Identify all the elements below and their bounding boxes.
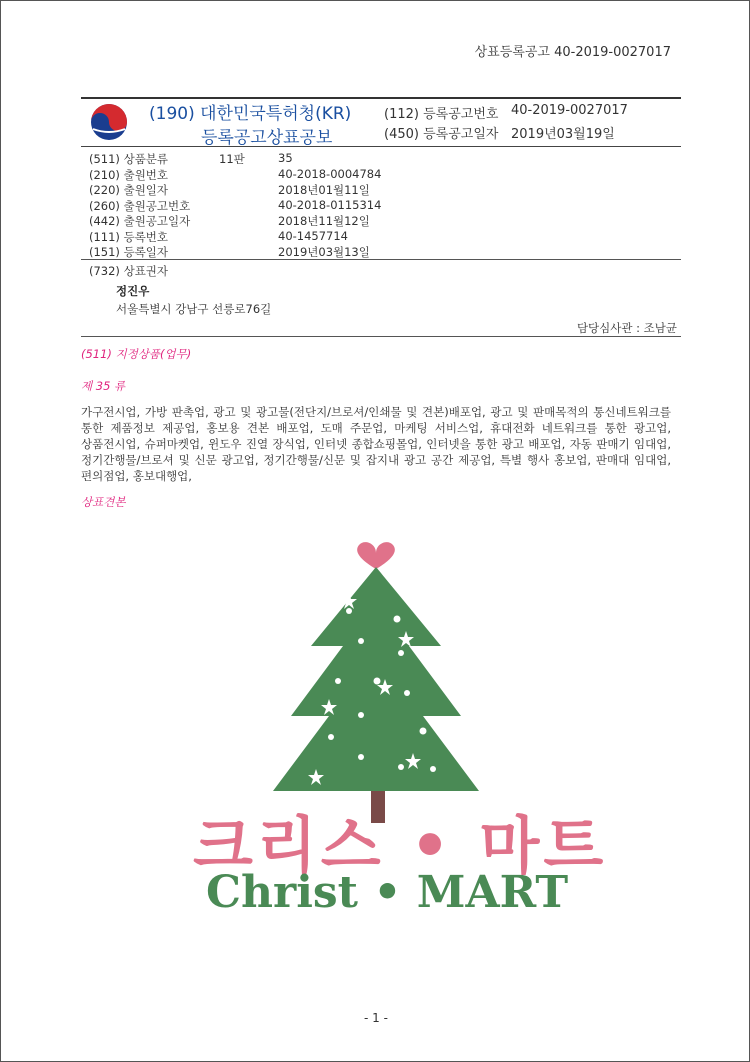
- registration-publication-number: 40-2019-0027017: [511, 103, 628, 118]
- owner-header: (732) 상표권자: [89, 264, 169, 278]
- owner-bottom-rule: [81, 336, 681, 337]
- gazette-title: 등록공고상표공보: [201, 128, 333, 148]
- biblio-value: 2018년11월12일: [278, 214, 370, 228]
- biblio-value: 40-2018-0004784: [278, 166, 382, 181]
- mark-korean-text: 크리스 • 마트: [193, 809, 608, 882]
- biblio-value: 2018년01월11일: [278, 183, 370, 197]
- biblio-label: (220) 출원일자: [89, 183, 169, 197]
- header-bottom-rule: [81, 146, 681, 147]
- biblio-extra: 11판: [219, 152, 245, 166]
- biblio-row: [81, 151, 681, 167]
- biblio-label: (151) 등록일자: [89, 245, 169, 259]
- trademark-sample-header: 상표견본: [81, 495, 126, 509]
- taegeuk-emblem-icon: [89, 102, 129, 142]
- class-label: 제 35 류: [81, 379, 126, 393]
- document-number: 상표등록공고 40-2019-0027017: [474, 45, 671, 60]
- biblio-row: [81, 244, 681, 260]
- bibliographic-table: [81, 151, 681, 260]
- registration-publication-number-label: (112) 등록공고번호: [384, 107, 499, 122]
- biblio-label: (111) 등록번호: [89, 229, 169, 244]
- page-number: - 1 -: [364, 1011, 388, 1025]
- biblio-row: [81, 229, 681, 245]
- biblio-row: [81, 198, 681, 214]
- biblio-value: 40-1457714: [278, 228, 348, 243]
- biblio-row: [81, 213, 681, 229]
- biblio-label: (210) 출원번호: [89, 167, 169, 182]
- registration-publication-date-label: (450) 등록공고일자: [384, 127, 499, 142]
- biblio-value: 2019년03월13일: [278, 245, 370, 259]
- biblio-label: (511) 상품분류: [89, 152, 169, 166]
- owner-name: 정진우: [116, 284, 150, 298]
- registration-publication-date: 2019년03월19일: [511, 127, 615, 142]
- mark-english-text: Christ • MART: [206, 867, 569, 918]
- biblio-label: (260) 출원공고번호: [89, 198, 191, 213]
- biblio-bottom-rule: [81, 259, 681, 260]
- issuing-office: (190) 대한민국특허청(KR): [149, 104, 352, 124]
- examiner: 담당심사관 : 조남균: [576, 321, 677, 335]
- biblio-value: 40-2018-0115314: [278, 197, 382, 212]
- biblio-row: [81, 182, 681, 198]
- designated-goods-header: (511) 지정상품(업무): [81, 347, 192, 361]
- biblio-row: [81, 167, 681, 183]
- designated-services-text: 가구전시업, 가방 판촉업, 광고 및 광고물(전단지/브로셔/인쇄물 및 견본)배포업, 광고 및 판매목적의 통신네트워크를 통한 제품정보 제공업, 홍보용 견본 배포업, 도매 주문업, 마케팅 서비스업, 휴대전화 네트워크를 통한 광고업, 상품전시업, 슈퍼마켓업, 윈도우 진열 장식업, 인터넷 종합쇼핑몰업, 인터넷을 통한 광고 배포업, 자동 판매기 임대업, 정기간행물/브로셔 및 신문 광고업, 정기간행물/신문 및 잡지내 광고 공간 제공업, 특별 행사 홍보업, 판매대 임대업, 편의점업, 홍보대행업,: [81, 405, 671, 483]
- biblio-value: 35: [278, 151, 293, 165]
- owner-address: 서울특별시 강남구 선릉로76길: [116, 302, 272, 316]
- heart-icon: [357, 542, 395, 569]
- biblio-label: (442) 출원공고일자: [89, 214, 191, 228]
